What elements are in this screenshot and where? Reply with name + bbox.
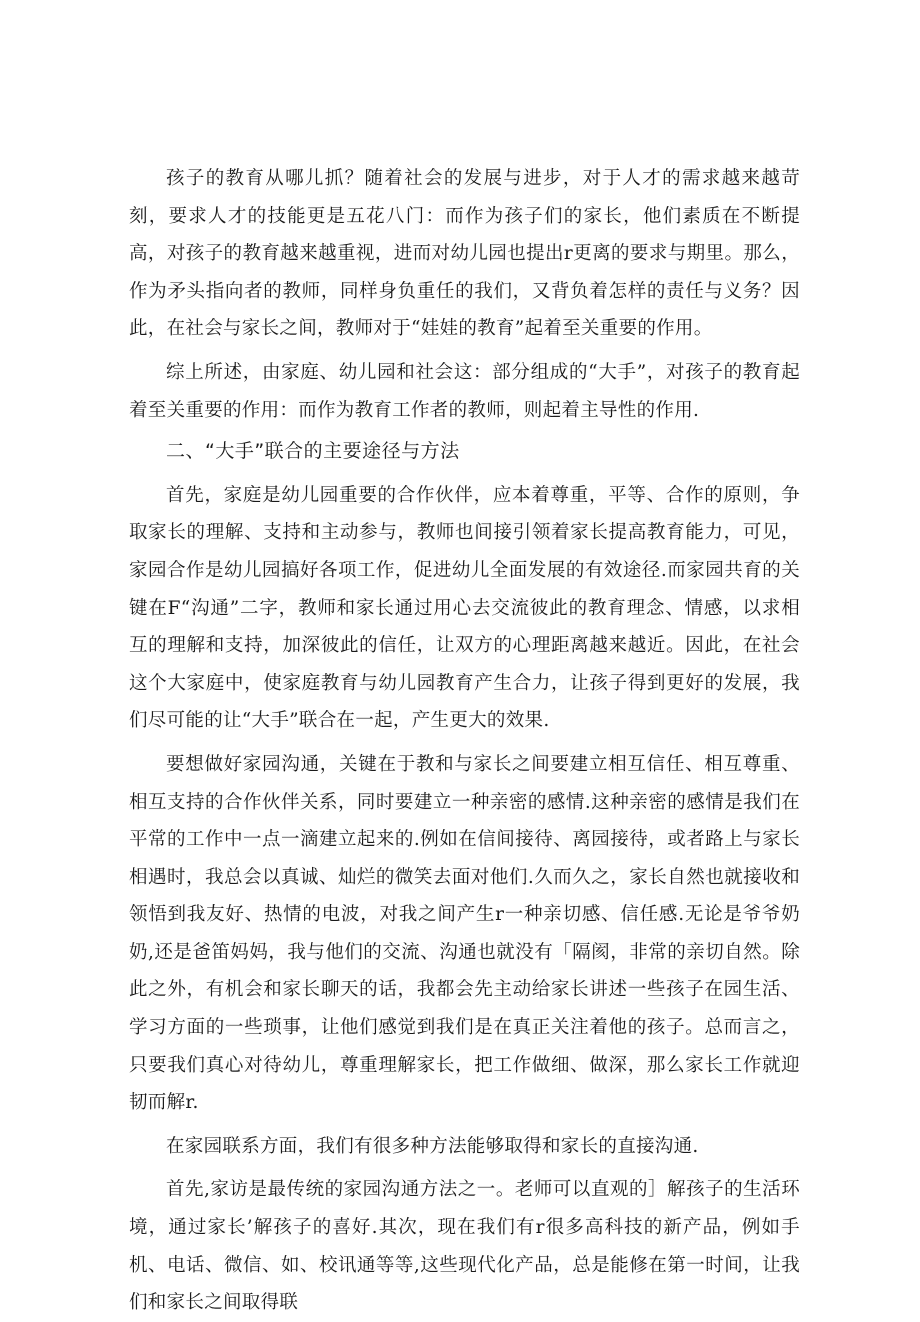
paragraph-4: 要想做好家园沟通，关键在于教和与家长之间要建立相互信任、相互尊重、相互支持的合作伙伴关系，同时要建立一种亲密的感情.这种亲密的感情是我们在平常的工作中一点一滴建立起来的.例如在信间接待、离园接待，或者路上与家长相遇时，我总会以真诚、灿烂的微笑去面对他们.久而久之，家长自然也就接收和领悟到我友好、热情的电波，对我之间产生r一种亲切感、信任感.无论是爷爷奶奶,还是爸笛妈妈，我与他们的交流、沟通也就没有「隔阂，非常的亲切自然。除此之外，有机会和家长聊天的话，我都会先主动给家长讲述一些孩子在园生活、学习方面的一些琐事，让他们感觉到我们是在真正关注着他的孩子。总而言之，只要我们真心对待幼儿，尊重理解家长，把工作做细、做深，那么家长工作就迎韧而解r. xyxy=(129,753,800,1114)
paragraph-1: 孩子的教育从哪儿抓？随着社会的发展与进步，对于人才的需求越来越苛刻，要求人才的技能更是五花八门：而作为孩子们的家长，他们素质在不断提高，对孩子的教育越来越重视，进而对幼儿园也提出r更离的要求与期里。那么，作为矛头指向者的教师，同样身负重任的我们，又背负着怎样的责任与义务？因此，在社会与家长之间，教师对于“娃娃的教育”起着至关重要的作用。 xyxy=(129,168,800,340)
section-heading: 二、“大手”联合的主要途径与方法 xyxy=(166,440,460,463)
paragraph-2: 综上所述，由家庭、幼儿园和社会这：部分组成的“大手”，对孩子的教育起着至关重要的作用：而作为教育工作者的教师，则起着主导性的作用. xyxy=(129,361,800,421)
document-page xyxy=(129,160,800,1322)
paragraph-3: 首先，家庭是幼儿园重要的合作伙伴，应本着尊重，平等、合作的原则，争取家长的理解、支持和主动参与，教师也间接引领着家长提高教育能力，可见，家园合作是幼儿园搞好各项工作，促进幼儿全面发展的有效途径.而家园共育的关键在F“沟通”二字，教师和家长通过用心去交流彼此的教育理念、情感，以求相互的理解和支持，加深彼此的信任，让双方的心理距离越来越近。因此，在社会这个大家庭中，使家庭教育与幼儿园教育产生合力，让孩子得到更好的发展，我们尽可能的让“大手”联合在一起，产生更大的效果. xyxy=(129,484,800,732)
paragraph-5: 在家园联系方面，我们有很多种方法能够取得和家长的直接沟通. xyxy=(166,1135,699,1157)
paragraph-6: 首先,家访是最传统的家园沟通方法之一。老师可以直观的］解孩子的生活环境，通过家长’解孩子的喜好.其次，现在我们有r很多高科技的新产品，例如手机、电话、微信、如、校讯通等等,这些现代化产品，总是能修在第一时间，让我们和家长之间取得联 xyxy=(129,1179,800,1314)
